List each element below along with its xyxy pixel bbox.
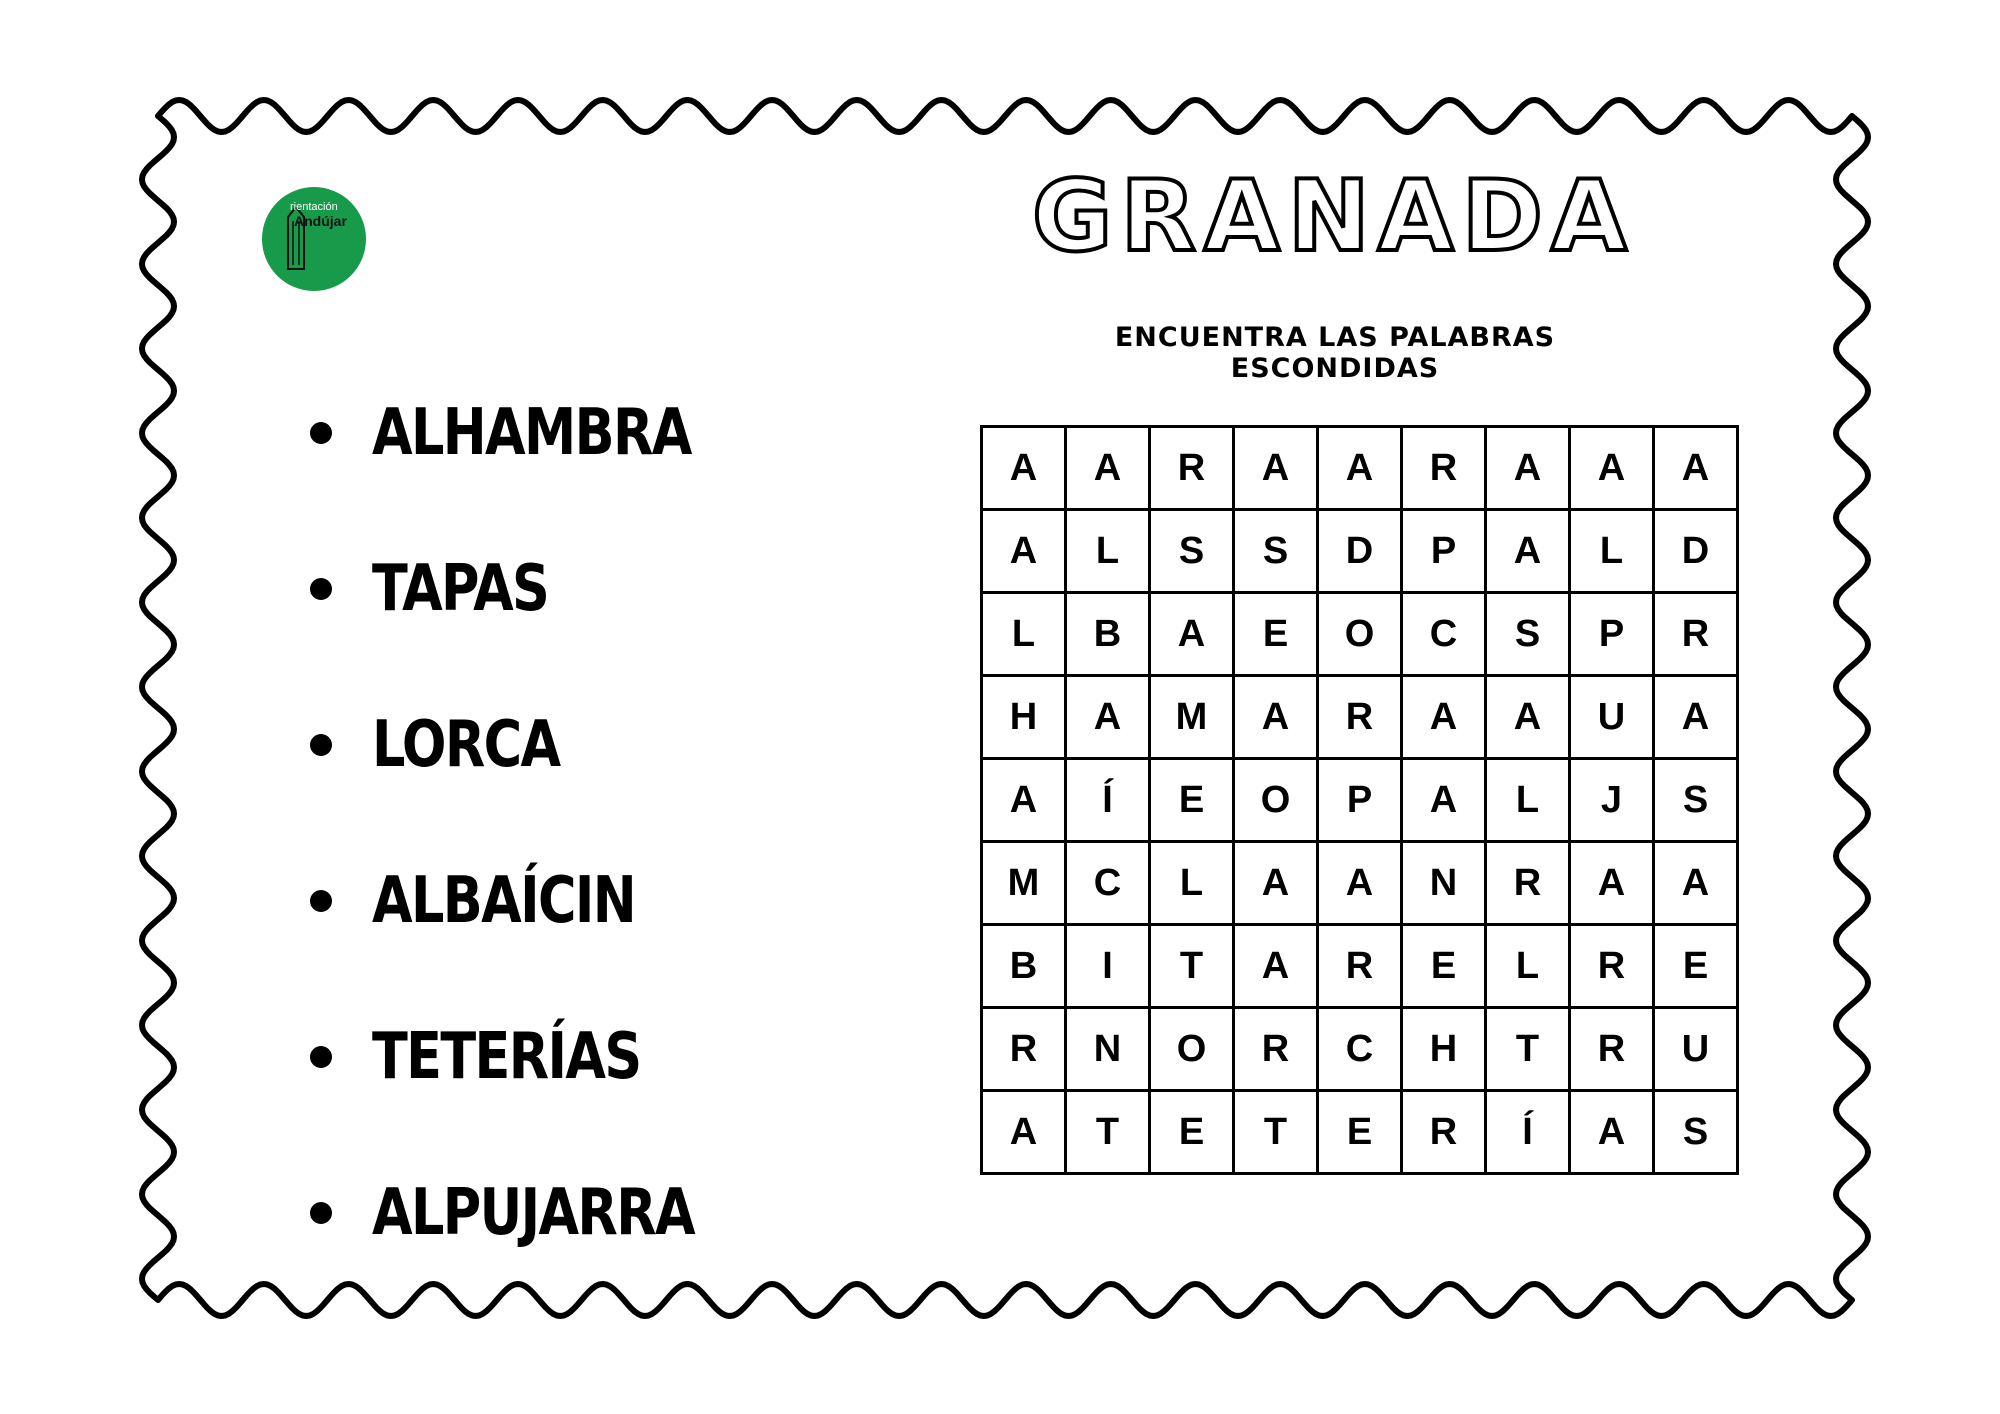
grid-cell[interactable]: A — [982, 759, 1066, 842]
word: TETERÍAS — [372, 1020, 641, 1094]
word: ALHAMBRA — [372, 396, 691, 470]
grid-cell[interactable]: L — [1066, 510, 1150, 593]
grid-cell[interactable]: L — [1486, 759, 1570, 842]
grid-cell[interactable]: M — [1150, 676, 1234, 759]
grid-cell[interactable]: S — [1654, 1091, 1738, 1174]
grid-cell[interactable]: T — [1066, 1091, 1150, 1174]
word: LORCA — [372, 708, 560, 782]
grid-cell[interactable]: R — [1318, 676, 1402, 759]
grid-cell[interactable]: D — [1654, 510, 1738, 593]
word: TAPAS — [372, 552, 549, 626]
grid-cell[interactable]: N — [1066, 1008, 1150, 1091]
logo-text-top: rientación — [290, 201, 338, 213]
grid-cell[interactable]: L — [1570, 510, 1654, 593]
grid-row — [982, 925, 1738, 1008]
logo-text-bottom: Andújar — [294, 213, 347, 229]
grid-cell[interactable]: Í — [1066, 759, 1150, 842]
grid-cell[interactable]: R — [1570, 925, 1654, 1008]
grid-cell[interactable]: A — [1066, 427, 1150, 510]
list-item — [310, 979, 765, 1135]
grid-cell[interactable]: T — [1234, 1091, 1318, 1174]
grid-cell[interactable]: M — [982, 842, 1066, 925]
grid-cell[interactable]: U — [1654, 1008, 1738, 1091]
word-list — [310, 355, 765, 1291]
grid-cell[interactable]: P — [1402, 510, 1486, 593]
grid-row — [982, 1008, 1738, 1091]
grid-row — [982, 759, 1738, 842]
list-item — [310, 823, 765, 979]
grid-cell[interactable]: R — [982, 1008, 1066, 1091]
grid-cell[interactable]: T — [1150, 925, 1234, 1008]
grid-cell[interactable]: E — [1150, 759, 1234, 842]
grid-cell[interactable]: N — [1402, 842, 1486, 925]
grid-cell[interactable]: B — [982, 925, 1066, 1008]
grid-cell[interactable]: A — [1066, 676, 1150, 759]
bullet-icon — [310, 1202, 332, 1224]
list-item — [310, 511, 765, 667]
grid-cell[interactable]: R — [1570, 1008, 1654, 1091]
grid-cell[interactable]: A — [1234, 427, 1318, 510]
grid-cell[interactable]: A — [1570, 1091, 1654, 1174]
grid-row — [982, 510, 1738, 593]
word: ALBAÍCIN — [372, 864, 636, 938]
bullet-icon — [310, 734, 332, 756]
grid-cell[interactable]: A — [982, 510, 1066, 593]
grid-cell[interactable]: O — [1318, 593, 1402, 676]
grid-cell[interactable]: A — [1402, 676, 1486, 759]
grid-cell[interactable]: A — [1234, 925, 1318, 1008]
grid-cell[interactable]: J — [1570, 759, 1654, 842]
grid-cell[interactable]: L — [1486, 925, 1570, 1008]
grid-cell[interactable]: S — [1234, 510, 1318, 593]
grid-cell[interactable]: A — [982, 1091, 1066, 1174]
bullet-icon — [310, 1046, 332, 1068]
grid-cell[interactable]: A — [1570, 842, 1654, 925]
grid-cell[interactable]: A — [1234, 676, 1318, 759]
grid-cell[interactable]: A — [1654, 427, 1738, 510]
logo — [262, 187, 366, 291]
grid-cell[interactable]: A — [1654, 676, 1738, 759]
instructions: ENCUENTRA LAS PALABRAS ESCONDIDAS — [1114, 322, 1556, 384]
bullet-icon — [310, 422, 332, 444]
grid-cell[interactable]: R — [1402, 427, 1486, 510]
word: ALPUJARRA — [372, 1176, 694, 1250]
grid-cell[interactable]: R — [1150, 427, 1234, 510]
grid-cell[interactable]: R — [1654, 593, 1738, 676]
list-item — [310, 667, 765, 823]
grid-cell[interactable]: T — [1486, 1008, 1570, 1091]
grid-cell[interactable]: L — [1150, 842, 1234, 925]
grid-cell[interactable]: A — [1486, 510, 1570, 593]
grid-cell[interactable]: A — [1234, 842, 1318, 925]
grid-cell[interactable]: B — [1066, 593, 1150, 676]
grid-cell[interactable]: E — [1234, 593, 1318, 676]
grid-cell[interactable]: O — [1150, 1008, 1234, 1091]
grid-cell[interactable]: H — [982, 676, 1066, 759]
grid-row — [982, 676, 1738, 759]
grid-cell[interactable]: P — [1318, 759, 1402, 842]
grid-cell[interactable]: O — [1234, 759, 1318, 842]
grid-row — [982, 1091, 1738, 1174]
grid-cell[interactable]: L — [982, 593, 1066, 676]
grid-cell[interactable]: A — [982, 427, 1066, 510]
grid-cell[interactable]: S — [1150, 510, 1234, 593]
grid-cell[interactable]: P — [1570, 593, 1654, 676]
grid-cell[interactable]: A — [1150, 593, 1234, 676]
grid-cell[interactable]: A — [1486, 427, 1570, 510]
grid-cell[interactable]: C — [1066, 842, 1150, 925]
bullet-icon — [310, 578, 332, 600]
grid-row — [982, 842, 1738, 925]
page-title: GRANADA — [1032, 160, 1635, 274]
grid-row — [982, 593, 1738, 676]
grid-cell[interactable]: R — [1486, 842, 1570, 925]
grid-cell[interactable]: A — [1318, 842, 1402, 925]
grid-row — [982, 427, 1738, 510]
grid-cell[interactable]: R — [1318, 925, 1402, 1008]
grid-cell[interactable]: S — [1486, 593, 1570, 676]
grid-cell[interactable]: A — [1486, 676, 1570, 759]
grid-cell[interactable]: E — [1318, 1091, 1402, 1174]
grid-cell[interactable]: C — [1402, 593, 1486, 676]
grid-cell[interactable]: I — [1066, 925, 1150, 1008]
list-item — [310, 1135, 765, 1291]
grid-cell[interactable]: C — [1318, 1008, 1402, 1091]
grid-cell[interactable]: A — [1318, 427, 1402, 510]
grid-cell[interactable]: E — [1654, 925, 1738, 1008]
grid-cell[interactable]: D — [1318, 510, 1402, 593]
grid-cell[interactable]: R — [1234, 1008, 1318, 1091]
grid-cell[interactable]: Í — [1486, 1091, 1570, 1174]
grid-cell[interactable]: H — [1402, 1008, 1486, 1091]
bullet-icon — [310, 890, 332, 912]
grid-cell[interactable]: U — [1570, 676, 1654, 759]
grid-cell[interactable]: E — [1150, 1091, 1234, 1174]
word-search-grid — [980, 425, 1739, 1175]
grid-cell[interactable]: A — [1402, 759, 1486, 842]
grid-cell[interactable]: A — [1654, 842, 1738, 925]
grid-cell[interactable]: R — [1402, 1091, 1486, 1174]
grid-cell[interactable]: A — [1570, 427, 1654, 510]
grid-cell[interactable]: S — [1654, 759, 1738, 842]
grid-cell[interactable]: E — [1402, 925, 1486, 1008]
list-item — [310, 355, 765, 511]
